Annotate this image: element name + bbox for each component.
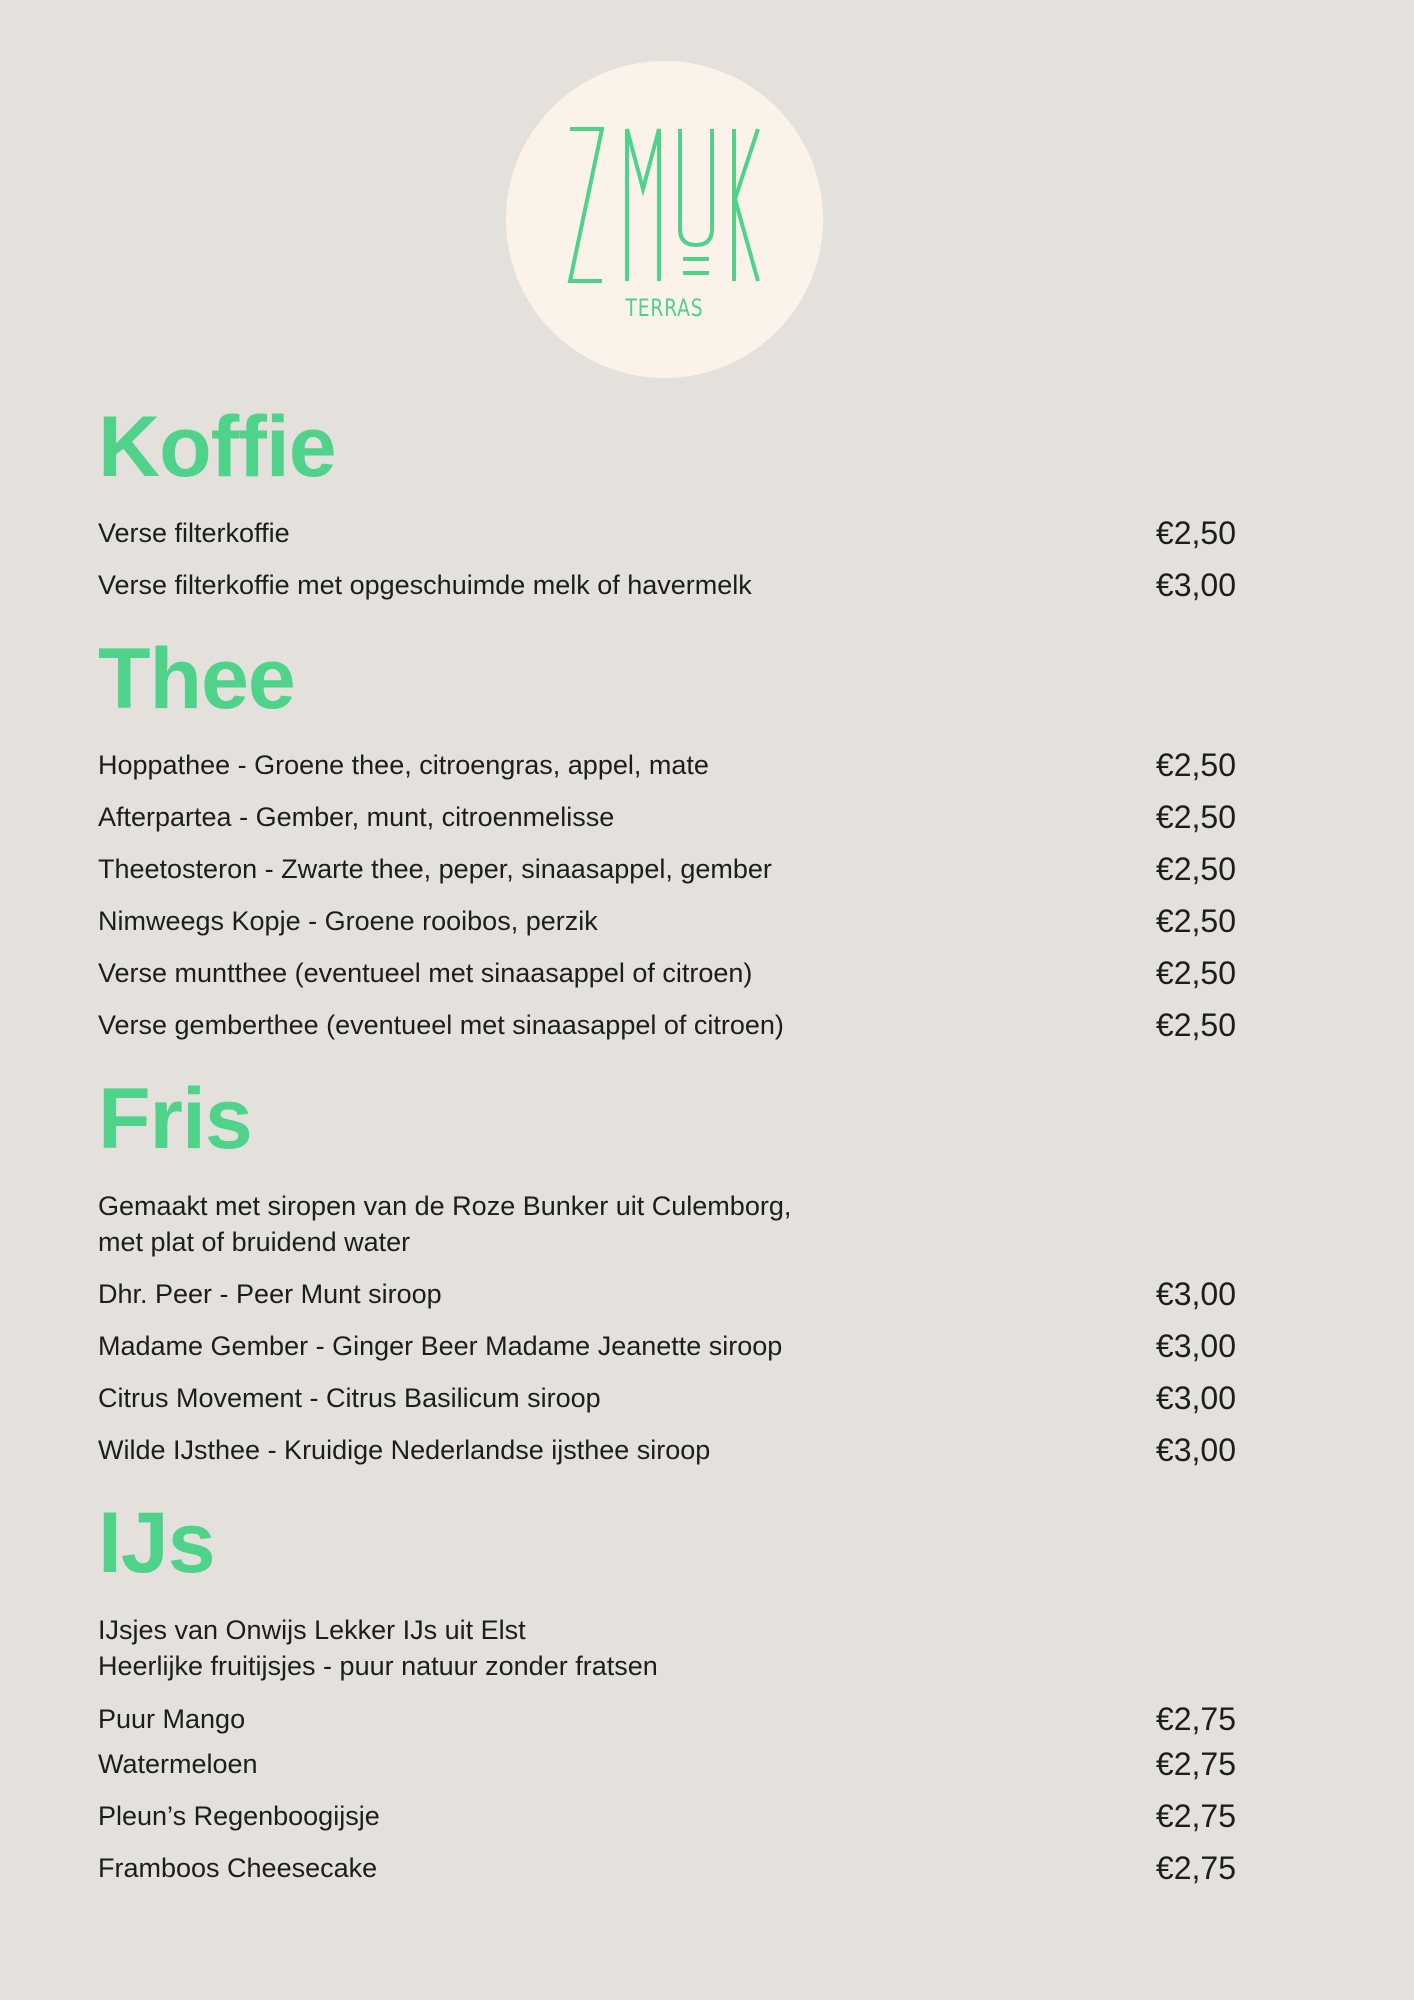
menu-item [98,1848,1236,1888]
item-price: €3,00 [1155,567,1236,603]
item-name: Verse filterkoffie [98,518,290,548]
item-price: €3,00 [1155,1328,1236,1364]
item-name: Theetosteron - Zwarte thee, peper, sinaasappel, gember [98,854,772,884]
menu-item [98,1326,1236,1366]
section-note-fris [98,1188,998,1260]
item-name: Pleun’s Regenboogijsje [98,1801,380,1831]
menu-item [98,1699,1236,1739]
zmuk-logo-mark [506,61,823,378]
section-title-fris: Fris [98,1071,252,1167]
menu-item [98,901,1236,941]
menu-item [98,745,1236,785]
note-line: met plat of bruidend water [98,1227,411,1257]
menu-item [98,953,1236,993]
menu-item [98,1430,1236,1470]
menu-item [98,1274,1236,1314]
item-price: €2,50 [1155,747,1236,783]
menu-item [98,1005,1236,1045]
note-line: Gemaakt met siropen van de Roze Bunker uit Culemborg, [98,1191,792,1221]
item-price: €3,00 [1155,1380,1236,1416]
item-name: Verse gemberthee (eventueel met sinaasappel of citroen) [98,1010,784,1040]
menu-item [98,797,1236,837]
item-price: €2,50 [1155,799,1236,835]
item-price: €2,75 [1155,1798,1236,1834]
item-name: Afterpartea - Gember, munt, citroenmelisse [98,802,615,832]
logo-subtitle: TERRAS [625,294,704,322]
menu-item [98,1744,1236,1784]
item-name: Madame Gember - Ginger Beer Madame Jeanette siroop [98,1331,783,1361]
item-price: €2,50 [1155,955,1236,991]
menu-item [98,1378,1236,1418]
item-name: Puur Mango [98,1704,246,1734]
menu-item [98,565,1236,605]
item-name: Framboos Cheesecake [98,1853,378,1883]
menu-item [98,513,1236,553]
note-line: Heerlijke fruitijsjes - puur natuur zonder fratsen [98,1651,658,1681]
section-title-thee: Thee [98,631,295,727]
item-name: Nimweegs Kopje - Groene rooibos, perzik [98,906,598,936]
section-note-ijs [98,1612,998,1684]
item-price: €2,75 [1155,1701,1236,1737]
menu-item [98,849,1236,889]
item-name: Wilde IJsthee - Kruidige Nederlandse ijsthee siroop [98,1435,711,1465]
item-name: Verse muntthee (eventueel met sinaasappel of citroen) [98,958,753,988]
menu-item [98,1796,1236,1836]
item-price: €2,50 [1155,903,1236,939]
item-price: €2,75 [1155,1746,1236,1782]
item-name: Hoppathee - Groene thee, citroengras, appel, mate [98,750,709,780]
item-price: €2,75 [1155,1850,1236,1886]
section-title-koffie: Koffie [98,399,336,495]
section-title-ijs: IJs [98,1495,215,1591]
item-name: Verse filterkoffie met opgeschuimde melk of havermelk [98,570,752,600]
item-price: €3,00 [1155,1432,1236,1468]
item-name: Citrus Movement - Citrus Basilicum siroop [98,1383,601,1413]
item-price: €2,50 [1155,515,1236,551]
item-price: €2,50 [1155,1007,1236,1043]
item-price: €2,50 [1155,851,1236,887]
logo-badge [506,61,823,378]
item-price: €3,00 [1155,1276,1236,1312]
note-line: IJsjes van Onwijs Lekker IJs uit Elst [98,1615,526,1645]
item-name: Dhr. Peer - Peer Munt siroop [98,1279,442,1309]
item-name: Watermeloen [98,1749,258,1779]
